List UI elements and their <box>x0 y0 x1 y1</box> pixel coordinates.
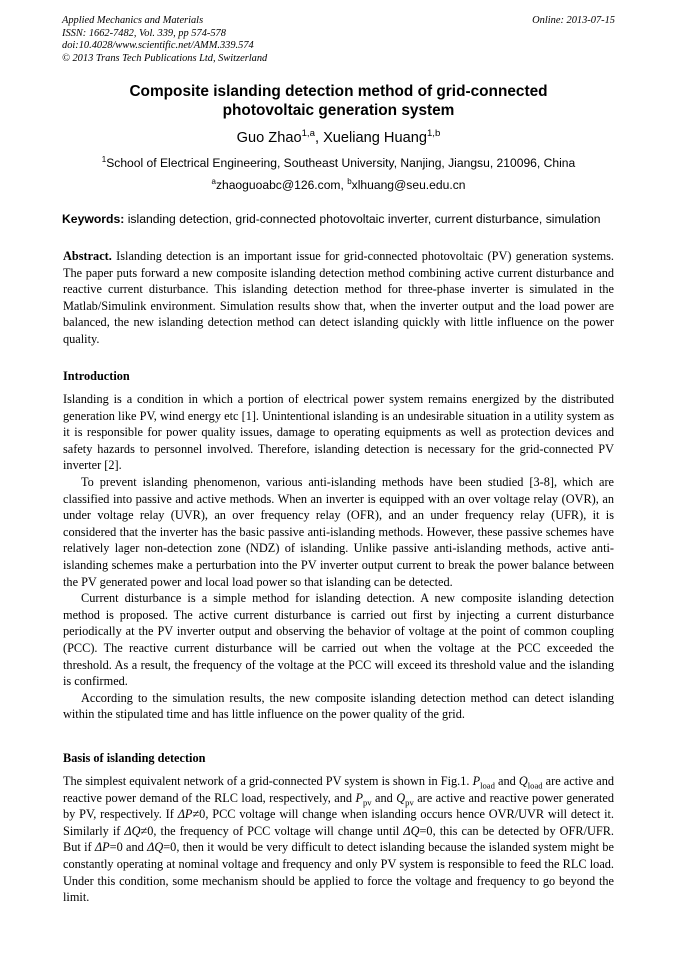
journal-name: Applied Mechanics and Materials <box>62 15 204 26</box>
intro-paragraph-2: To prevent islanding phenomenon, various anti-islanding methods have been studied [3-8], which are classified into passive and active methods. When an inverter is equipped with an over voltage relay (OVR), an under voltage relay (UVR), an over frequency relay (OFR), and an under frequency relay (UFR), it is considered that the inverter has the basic passive anti-islanding methods. However, these passive schemes have relatively lager non-detection zone (NDZ) of islanding. Unlike passive anti-islanding methods, active anti-islanding schemes make a perturbation into the PV inverter output current to break the power balance between the PV generated power and local load power so that islanding can be detected. <box>63 474 614 589</box>
introduction-body <box>63 391 614 723</box>
intro-paragraph-3: Current disturbance is a simple method for islanding detection. A new composite islanding detection method is proposed. The active current disturbance is carried out first by injecting a current disturbance periodically at the PV inverter output and observing the behavior of voltage at the point of common coupling (PCC). The reactive current disturbance will be carried out when the voltage at the PCC exceeded the threshold. As a result, the frequency of the voltage at the PCC will exceed its threshold value and the islanding is confirmed. <box>63 591 614 689</box>
online-date: Online: 2013-07-15 <box>532 15 615 26</box>
author-1: Guo Zhao <box>236 130 302 146</box>
author-separator: , <box>314 130 324 146</box>
basis-paragraph: The simplest equivalent network of a grid-connected PV system is shown in Fig.1. $P_{load}$ and $Q_{load}$ are active and reactive power demand of the RLC load, respectively, and $P_{pv}$ and $Q_{pv}$ are active and reactive power generated by PV, respectively. If ΔP≠0, PCC voltage will change when islanding occurs hence OVR/UVR will detect it. Similarly if ΔQ≠0, the frequency of PCC voltage will change until ΔQ=0, this can be detected by OFR/UFR. But if ΔP=0 and ΔQ=0, then it would be very difficult to detect islanding because the islanded system might be constantly operating at nominal voltage and frequency and only PV system is responsible to feed the RLC load. Under this condition, some mechanism should be applied to force the voltage and frequency to go beyond the limit. <box>63 774 614 905</box>
doi-line: doi:10.4028/www.scientific.net/AMM.339.574 <box>62 40 254 52</box>
affiliation-text: School of Electrical Engineering, Southeast University, Nanjing, Jiangsu, 210096, China <box>106 156 576 170</box>
abstract <box>63 248 614 348</box>
basis-body <box>63 773 614 906</box>
issn-line: ISSN: 1662-7482, Vol. 339, pp 574-578 <box>62 27 226 39</box>
title-line-1: Composite islanding detection method of grid-connected <box>129 83 548 100</box>
author-1-sup: 1,a <box>301 128 315 140</box>
keywords-label: Keywords: <box>62 212 125 226</box>
email-a-sup: a <box>211 176 216 186</box>
paper-title <box>62 82 615 120</box>
introduction-heading: Introduction <box>63 369 130 383</box>
email-a: zhaoguoabc@126.com, <box>215 178 348 192</box>
title-line-2: photovoltaic generation system <box>222 102 455 119</box>
email-b-sup: b <box>347 176 352 186</box>
affiliation-sup: 1 <box>101 154 107 164</box>
copyright-line: © 2013 Trans Tech Publications Ltd, Switzerland <box>62 52 268 64</box>
abstract-text: Islanding detection is an important issue for grid-connected photovoltaic (PV) generation systems. The paper puts forward a new composite islanding detection method combining active current disturbance and reactive current disturbance. This islanding detection method for three-phase inverter is simulated in the Matlab/Simulink environment. Simulation results show that, when the inverter output and the load power are balanced, the new islanding detection method can detect islanding quickly with little influence on the power quality. <box>63 249 614 346</box>
keywords-text: islanding detection, grid-connected photovoltaic inverter, current disturbance, simulation <box>124 212 601 226</box>
author-list <box>62 128 615 148</box>
affiliation <box>62 155 615 171</box>
email-b: xlhuang@seu.edu.cn <box>351 178 466 192</box>
author-2: Xueliang Huang <box>323 130 427 146</box>
abstract-label: Abstract. <box>63 249 112 263</box>
intro-paragraph-1: Islanding is a condition in which a portion of electrical power system remains energized by the distributed generation like PV, wind energy etc [1]. Unintentional islanding is an undesirable situation in a utility system as it is responsible for power quality issues, damage to operating equipments as well as protection devices and safety hazards to personnel involved. Therefore, islanding detection is necessary for the grid-connected PV inverter [2]. <box>63 392 614 473</box>
author-2-sup: 1,b <box>426 128 441 140</box>
keywords <box>62 211 615 227</box>
basis-heading: Basis of islanding detection <box>63 751 206 765</box>
journal-header <box>62 15 615 65</box>
intro-paragraph-4: According to the simulation results, the new composite islanding detection method can detect islanding within the stipulated time and has little influence on the power quality of the grid. <box>63 690 614 722</box>
email-line <box>62 177 615 193</box>
